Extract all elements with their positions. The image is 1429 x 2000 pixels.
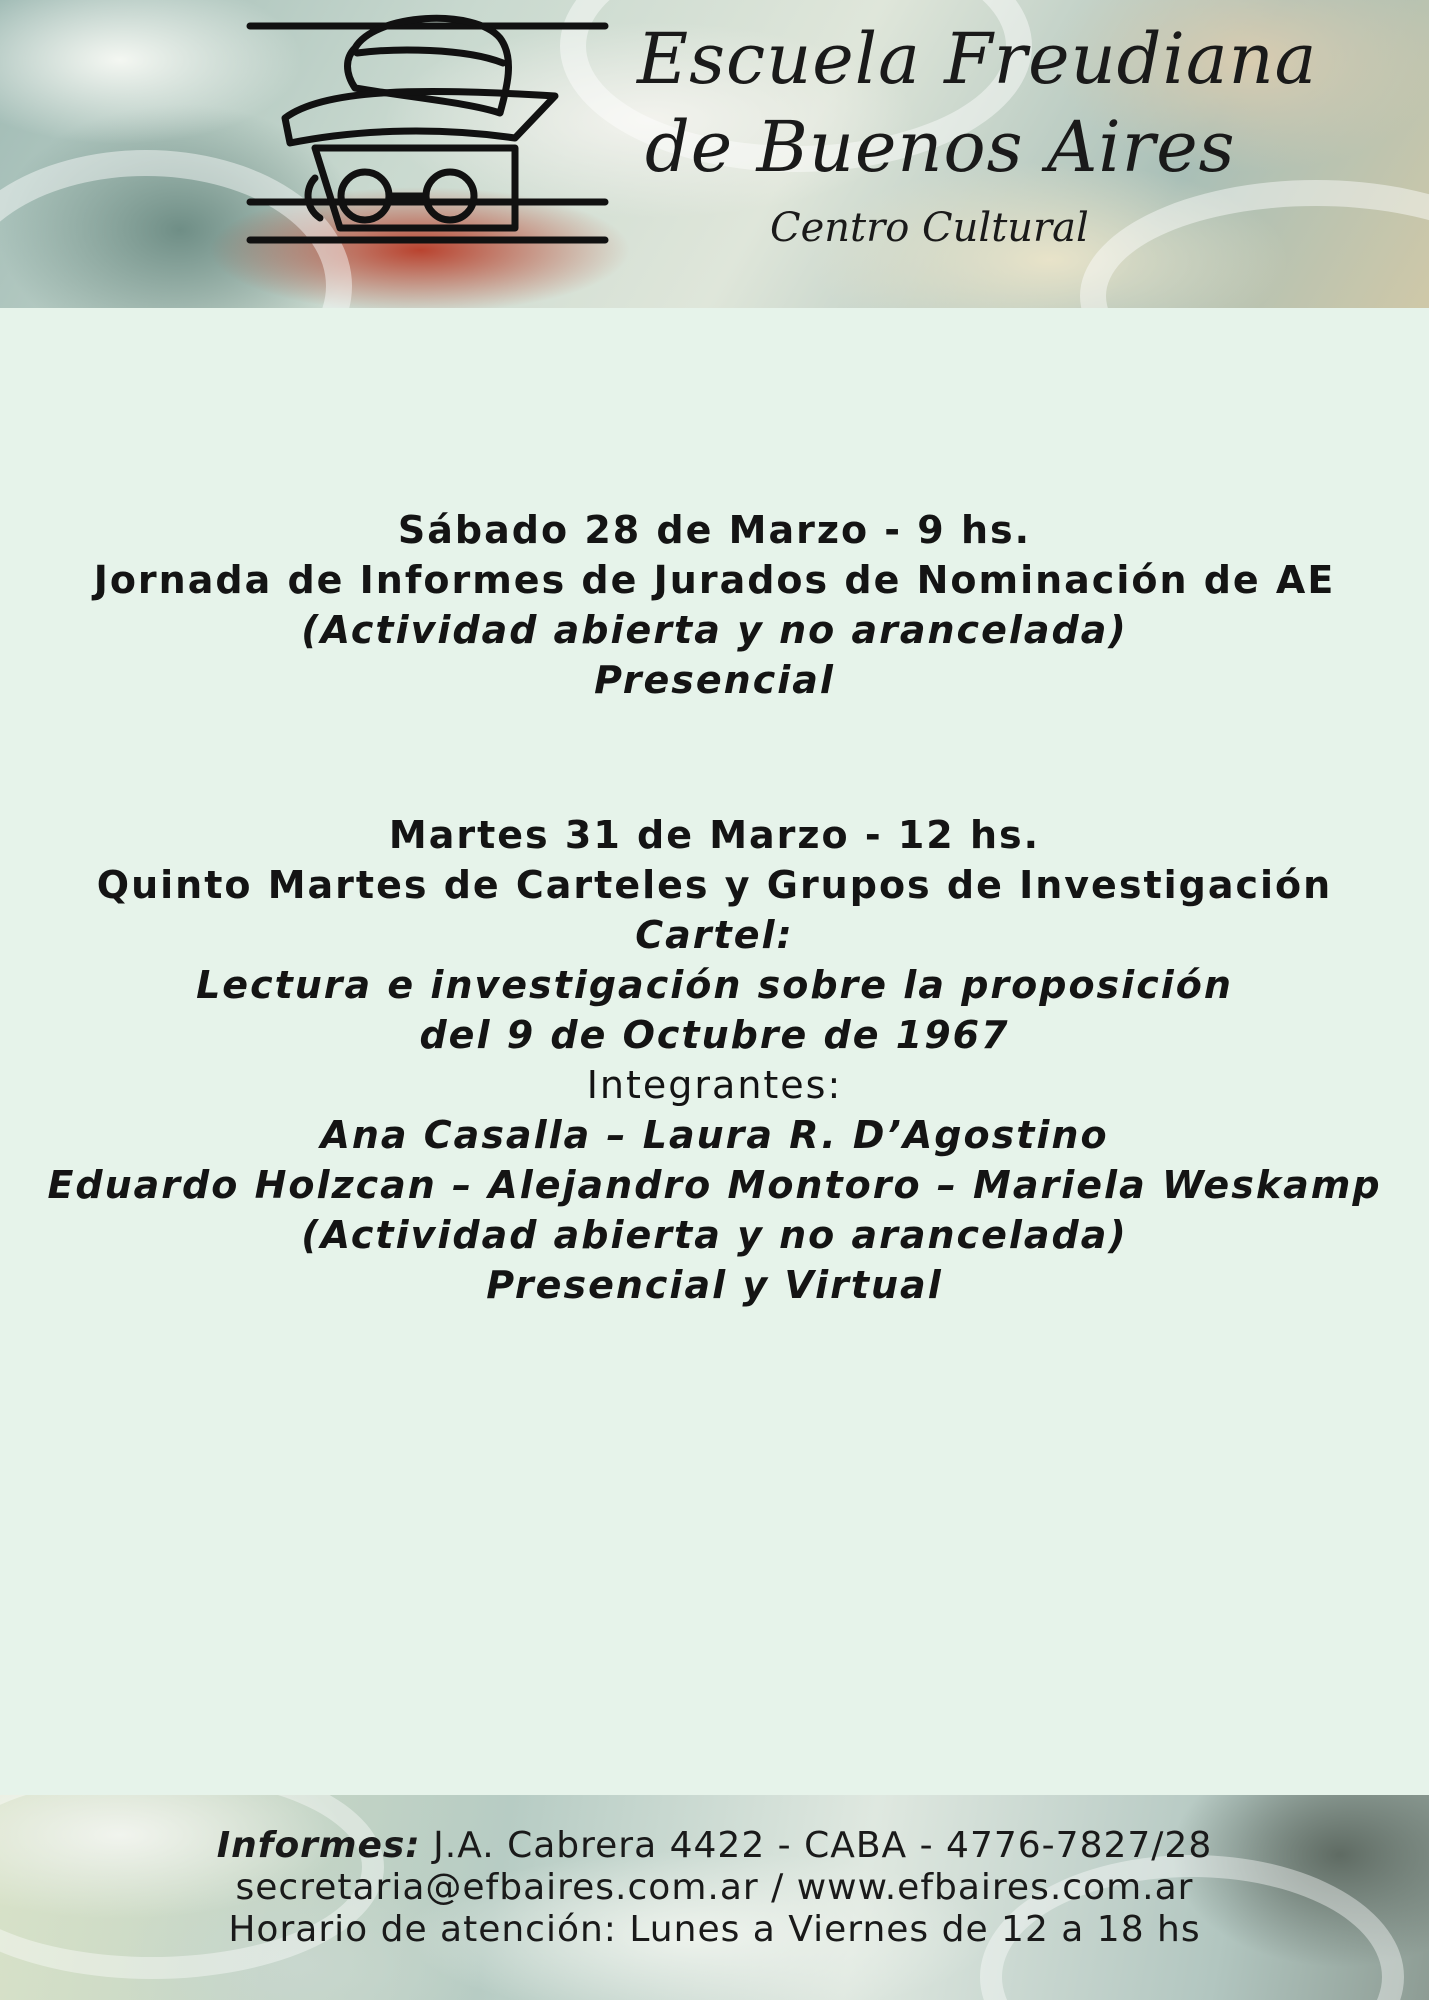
members-line-1: Ana Casalla – Laura R. D’Agostino: [320, 1113, 1109, 1157]
cartel-topic-line-1: Lectura e investigación sobre la proposición: [196, 963, 1233, 1007]
header-banner: [0, 0, 1429, 308]
event-title: Quinto Martes de Carteles y Grupos de Investigación: [96, 863, 1333, 907]
event-note: (Actividad abierta y no arancelada): [301, 1213, 1128, 1257]
decorative-swirl: [1080, 180, 1429, 308]
event-tuesday: [0, 810, 1429, 1310]
event-title: Jornada de Informes de Jurados de Nominación de AE: [93, 558, 1336, 602]
event-note: (Actividad abierta y no arancelada): [301, 608, 1128, 652]
school-name-line-2: de Buenos Aires: [645, 106, 1236, 188]
hours-line: Horario de atención: Lunes a Viernes de 12 a 18 hs: [228, 1909, 1201, 1950]
members-label: Integrantes:: [586, 1063, 843, 1107]
contact-info: [0, 1825, 1429, 1951]
event-saturday: [0, 505, 1429, 705]
cartel-topic-line-2: del 9 de Octubre de 1967: [419, 1013, 1010, 1057]
event-date: Martes 31 de Marzo - 12 hs.: [388, 813, 1041, 857]
event-date: Sábado 28 de Marzo - 9 hs.: [397, 508, 1032, 552]
info-label: Informes:: [216, 1825, 421, 1866]
event-modality: Presencial y Virtual: [486, 1263, 943, 1307]
address-text: J.A. Cabrera 4422 - CABA - 4776-7827/28: [420, 1825, 1213, 1866]
contact-line[interactable]: secretaria@efbaires.com.ar / www.efbaires.com.ar: [235, 1867, 1194, 1908]
cartel-label: Cartel:: [635, 913, 794, 957]
school-logo-icon: [245, 8, 610, 248]
school-name-line-1: Escuela Freudiana: [637, 18, 1318, 100]
address-line: [0, 1825, 1429, 1867]
event-modality: Presencial: [594, 658, 835, 702]
members-line-2: Eduardo Holzcan – Alejandro Montoro – Mariela Weskamp: [47, 1163, 1382, 1207]
footer-banner: [0, 1795, 1429, 2000]
school-subtitle: Centro Cultural: [770, 205, 1089, 251]
